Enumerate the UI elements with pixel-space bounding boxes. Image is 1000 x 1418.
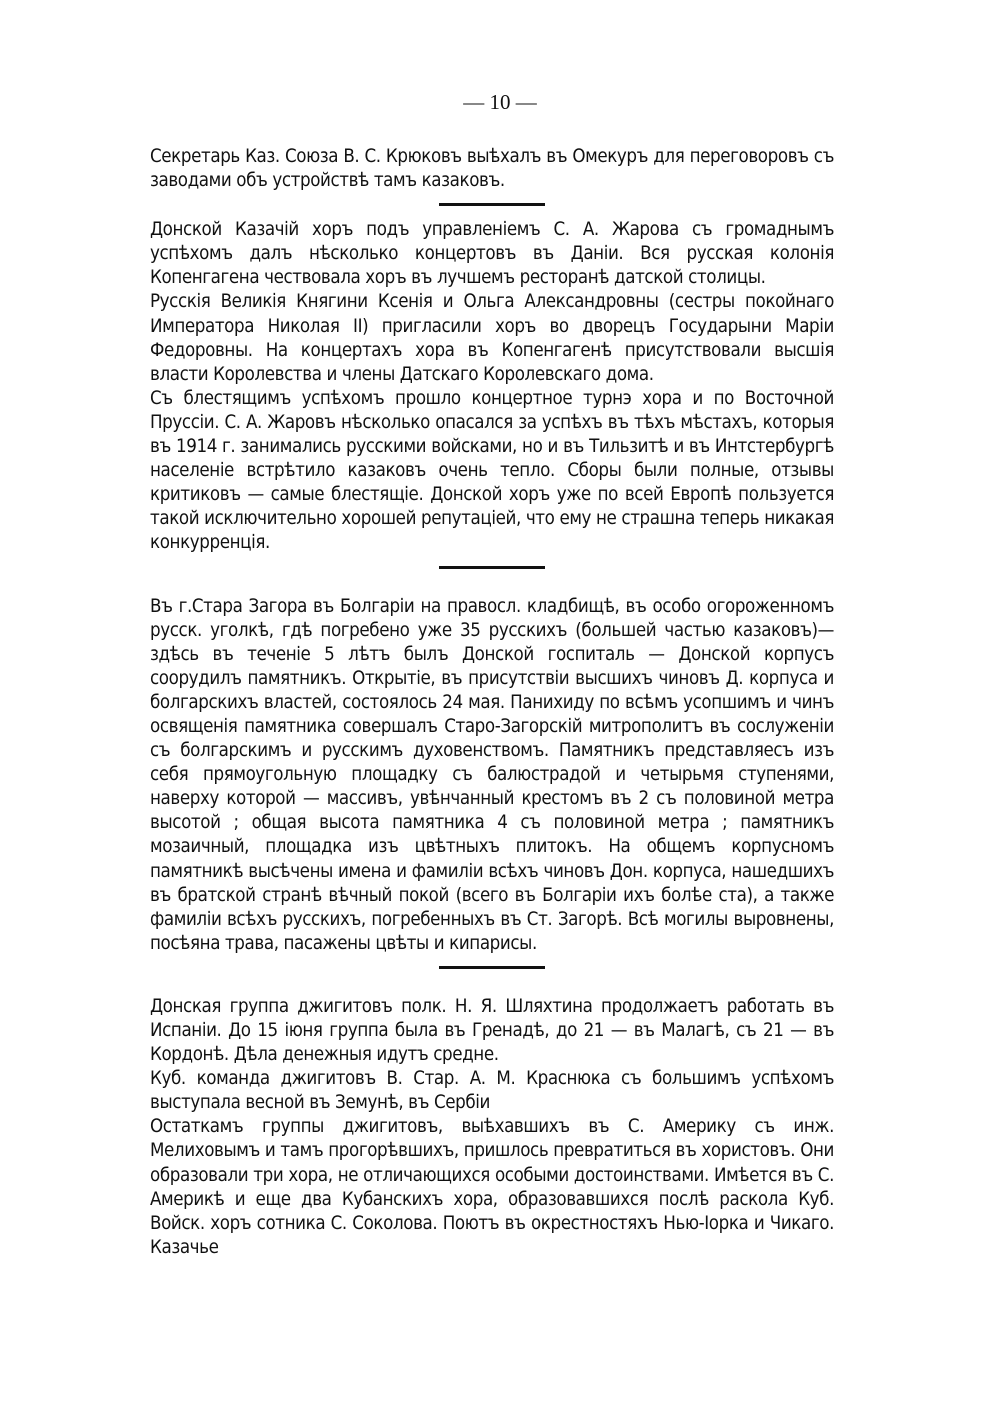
paragraph: Въ г.Стара Загора въ Болгаріи на правосл. кладбищѣ, въ особо огороженномъ русск. уголкѣ, гдѣ погребено уже 35 русскихъ (большей частью казаковъ)—здѣсь въ теченіе 5 лѣтъ былъ Донской госпиталь — Донской корпусъ соорудилъ памятникъ. Открытіе, въ присутствіи высшихъ чиновъ Д. корпуса и болгарскихъ властей, состоялось 24 мая. Панихиду по всѣмъ усопшимъ и чинъ освященія памятника совершалъ Старо-Загорскій митрополитъ въ сослуженіи съ болгарскимъ и русскимъ духовенствомъ. Памятникъ представляесъ изъ себя прямоугольную площадку съ балюстрадой и четырьмя ступенями, наверху которой — массивъ, увѣнчанный крестомъ въ 2 съ половиной метра высотой ; общая высота памятника 4 съ половиной метра ; памятникъ мозаичный, площадка изъ цвѣтныхъ плитокъ. На общемъ корпусномъ памятникѣ высѣчены имена и фамиліи всѣхъ чиновъ Дон. корпуса, нашедшихъ въ братской странѣ вѣчный покой (всего въ Болгаріи ихъ болѣе ста), а также фамиліи всѣхъ русскихъ, погребенныхъ въ Ст. Загорѣ. Всѣ могилы выровнены, посѣяна трава, пасажены цвѣты и кипарисы. — [150, 595, 834, 954]
paragraph: Куб. команда джигитовъ В. Стар. А. М. Краснюка съ большимъ успѣхомъ выступала весной въ Земунѣ, въ Сербіи — [150, 1068, 834, 1114]
paragraph: Русскія Великія Княгини Ксенія и Ольга Александровны (сестры покойнаго Императора Николая II) пригласили хоръ во дворецъ Государыни Маріи Федоровны. На концертахъ хора въ Копенгагенѣ присутствовали высшія власти Королевства и члены Датскаго Королевскаго дома. — [150, 291, 834, 385]
article-stara-zagora-monument — [150, 595, 834, 956]
page-number: — 10 — — [463, 90, 537, 114]
paragraph: Остаткамъ группы джигитовъ, выѣхавшихъ въ С. Америку съ инж. Мелиховымъ и тамъ прогорѣвшихъ, пришлось превратиться въ хористовъ. Они образовали три хора, не отличающихся особыми достоинствами. Имѣется въ С. Америкѣ и еще два Кубанскихъ хора, образовавшихся послѣ раскола Куб. Войск. хоръ сотника С. Соколова. Поютъ въ окрестностяхъ Нью-Іорка и Чикаго. Казачье — [150, 1116, 834, 1258]
article-dzhigits — [150, 995, 834, 1260]
article-krukov — [150, 145, 834, 193]
page-content — [150, 145, 834, 1260]
section-divider — [439, 966, 545, 969]
paragraph: Съ блестящимъ успѣхомъ прошло концертное турнэ хора и по Восточной Пруссіи. С. А. Жаровъ нѣсколько опасался за успѣхъ въ тѣхъ мѣстахъ, которыя въ 1914 г. занимались русскими войсками, но и въ Тильзитѣ и въ Интстербургѣ населеніе встрѣтило казаковъ очень тепло. Сборы были полные, отзывы критиковъ — самые блестящіе. Донской хоръ уже по всей Европѣ пользуется такой исключительно хорошей репутаціей, что ему не страшна теперь никакая конкурренція. — [150, 387, 834, 554]
section-divider — [439, 203, 545, 206]
article-zharov-choir — [150, 218, 834, 555]
paragraph: Донская группа джигитовъ полк. Н. Я. Шляхтина продолжаетъ работать въ Испаніи. До 15 іюня группа была въ Гренадѣ, до 21 — въ Малагѣ, съ 21 — въ Кордонѣ. Дѣла денежныя идутъ средне. — [150, 995, 834, 1066]
paragraph: Секретарь Каз. Союза В. С. Крюковъ выѣхалъ въ Омекуръ для переговоровъ съ заводами объ устройствѣ тамъ казаковъ. — [150, 146, 834, 192]
section-divider — [439, 566, 545, 569]
paragraph: Донской Казачій хоръ подъ управленіемъ С. А. Жарова съ громаднымъ успѣхомъ далъ нѣсколько концертовъ въ Даніи. Вся русская колонія Копенгагена чествовала хоръ въ лучшемъ ресторанѣ датской столицы. — [150, 219, 834, 289]
